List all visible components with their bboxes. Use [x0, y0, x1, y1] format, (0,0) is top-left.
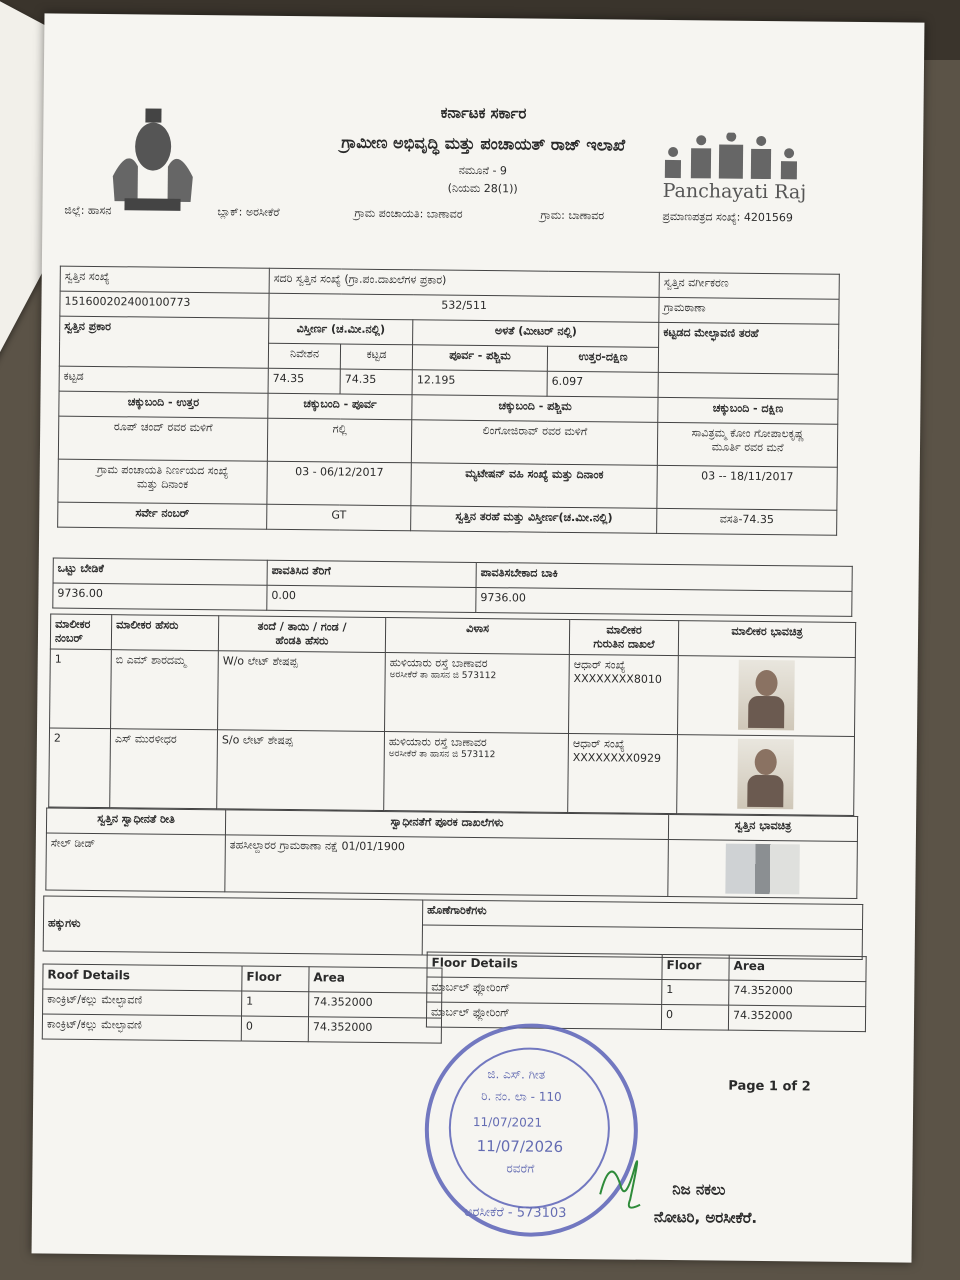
notary-label: ನೋಟರಿ, ಅರಸೀಕೆರೆ.	[653, 1207, 758, 1227]
floor-details-title: Floor Details	[427, 952, 662, 979]
sadari-value: 532/511	[269, 293, 659, 322]
ownership-mode-label: ಸ್ವತ್ತಿನ ಸ್ವಾಧೀನತೆ ರೀತಿ	[46, 808, 225, 835]
owner-address	[385, 653, 570, 734]
owner-no-header-line-2: ನಂಬರ್	[54, 631, 83, 645]
north-south-label: ಉತ್ತರ-ದಕ್ಷಿಣ	[547, 346, 658, 372]
paid-tax-label: ಪಾವತಿಸಿದ ತೆರಿಗೆ	[267, 560, 476, 587]
owner-photo-image	[737, 739, 794, 810]
floor-floor: 1	[662, 979, 729, 1005]
stamp-line-2: ರಿ. ನಂ. ಲಾ - 110	[481, 1089, 562, 1104]
owner-relation: W/o ಲೇಟ್ ಶೇಷಪ್ಪ	[218, 651, 386, 732]
west-boundary-label: ಚಕ್ಕುಬಂದಿ - ಪಶ್ಚಿಮ	[412, 395, 658, 423]
north-boundary-value: ರೂಪ್ ಚಂದ್ ರವರ ಮಳಿಗೆ	[58, 416, 267, 461]
form-number: ನಮೂನೆ - 9	[458, 163, 508, 178]
dimensions-label: ಅಳತೆ (ಮೀಟರ್ ನಲ್ಲಿ)	[413, 320, 659, 348]
south-boundary-label: ಚಕ್ಕುಬಂದಿ - ದಕ್ಷಿಣ	[658, 397, 838, 424]
signature-icon	[590, 1144, 651, 1219]
table-row	[426, 1002, 865, 1032]
roof-floor-header: Floor	[242, 966, 309, 992]
east-boundary-label: ಚಕ್ಕುಬಂದಿ - ಪೂರ್ವ	[268, 393, 412, 420]
roof-floor: 1	[242, 991, 309, 1017]
total-demand-label: ಒಟ್ಟು ಬೇಡಿಕೆ	[53, 558, 267, 585]
roof-area-header: Area	[309, 967, 442, 993]
tax-table	[52, 558, 852, 617]
stamp-line-6: ಅರಸೀಕೆರೆ - 573103	[463, 1204, 567, 1221]
rights-table	[43, 895, 864, 960]
floor-type: ಮಾರ್ಬಲ್ ಫ್ಲೋರಿಂಗ್	[427, 977, 662, 1004]
floor-type: ಮಾರ್ಬಲ್ ಫ್ಲೋರಿಂಗ್	[426, 1002, 661, 1029]
owner-address	[384, 732, 569, 813]
east-boundary-value: ಗಲ್ಲಿ	[267, 418, 412, 463]
ownership-docs-value: ತಹಸೀಲ್ದಾರರ ಗ್ರಾಮಠಾಣಾ ನಕ್ಷೆ 01/01/1900	[225, 835, 669, 897]
building-value: 74.35	[340, 369, 412, 395]
stamp-line-4: 11/07/2026	[476, 1137, 564, 1156]
property-photo	[668, 840, 858, 899]
true-copy-label: ನಿಜ ನಕಲು	[672, 1180, 726, 1199]
owner-no-header-line-1: ಮಾಲೀಕರ	[55, 617, 91, 631]
floor-details-table	[426, 951, 867, 1032]
north-south-value: 6.097	[547, 371, 658, 397]
panchayati-raj-logo-icon	[661, 132, 802, 183]
stamp-line-1: ಜಿ. ಎಸ್. ಗೀತ	[487, 1067, 546, 1082]
property-id-value: 151600202400100773	[60, 291, 269, 318]
rule-reference: (ನಿಯಮ 28(1))	[447, 181, 518, 196]
balance-due-label: ಪಾವತಿಸಬೇಕಾದ ಬಾಕಿ	[476, 562, 852, 591]
gp-decision-label-line-2: ಮತ್ತು ದಿನಾಂಕ	[136, 477, 189, 491]
table-row	[49, 728, 855, 815]
roof-details-table	[42, 963, 443, 1043]
mutation-value: 03 -- 18/11/2017	[657, 465, 837, 510]
page-number: Page 1 of 2	[728, 1078, 811, 1095]
property-photo-label: ಸ್ವತ್ತಿನ ಭಾವಚಿತ್ರ	[668, 815, 857, 842]
owner-id-header-line-1: ಮಾಲೀಕರ	[606, 623, 642, 637]
south-boundary-line-2: ಮೂರ್ತಿ ರವರ ಮನೆ	[711, 440, 784, 455]
floor-area: 74.352000	[728, 1005, 865, 1031]
owner-id-header	[569, 619, 678, 655]
government-title: ಕರ್ನಾಟಕ ಸರ್ಕಾರ	[440, 103, 527, 123]
owner-address-line-1: ಹುಳಿಯಾರು ರಸ್ತೆ ಬಾಣಾವರ	[389, 656, 488, 671]
floor-floor-header: Floor	[662, 954, 729, 980]
table-row	[50, 649, 856, 736]
owner-id-value: XXXXXXXX0929	[572, 750, 662, 765]
ownership-mode-value: ಸೇಲ್ ಡೀಡ್	[46, 833, 226, 892]
survey-label: ಸರ್ವೇ ನಂಬರ್	[58, 502, 267, 529]
south-boundary-value	[658, 422, 838, 467]
owner-id-header-line-2: ಗುರುತಿನ ದಾಖಲೆ	[593, 637, 655, 651]
roof-type: ಕಾಂಕ್ರಿಟ್/ಕಲ್ಲು ಮೇಲ್ಛಾವಣಿ	[43, 989, 242, 1016]
roof-type: ಕಾಂಕ್ರಿಟ್/ಕಲ್ಲು ಮೇಲ್ಛಾವಣಿ	[42, 1014, 241, 1041]
address-header: ವಿಳಾಸ	[385, 618, 569, 655]
west-boundary-value: ಲಿಂಗೋಜಿರಾವ್ ರವರ ಮಳಿಗೆ	[412, 420, 658, 466]
roof-area: 74.352000	[308, 1017, 441, 1043]
classification-value: ಗ್ರಾಮಠಾಣಾ	[659, 297, 839, 324]
owner-name-header: ಮಾಲೀಕರ ಹೆಸರು	[111, 615, 218, 651]
sadari-label: ಸದರಿ ಸ್ವತ್ತಿನ ಸಂಖ್ಯೆ (ಗ್ರಾ.ಪಂ.ದಾಖಲೆಗಳ ಪ್ರಕಾರ)	[269, 268, 659, 297]
certificate-number: ಪ್ರಮಾಣಪತ್ರದ ಸಂಖ್ಯೆ: 4201569	[662, 209, 793, 225]
owner-address-line-2: ಅರಸೀಕೆರೆ ತಾ ಹಾಸನ ಜಿ 573112	[389, 670, 497, 682]
table-row	[42, 1014, 441, 1043]
roof-details-title: Roof Details	[43, 964, 242, 991]
site-label: ನಿವೇಶನ	[268, 343, 340, 369]
owner-no: 2	[49, 728, 111, 808]
owner-id-type: ಆಧಾರ್ ಸಂಖ್ಯೆ	[573, 658, 626, 672]
owners-table	[48, 614, 856, 816]
stamp-line-3: 11/07/2021	[472, 1114, 543, 1130]
gp-decision-label-line-1: ಗ್ರಾಮ ಪಂಚಾಯತಿ ನಿರ್ಣಯದ ಸಂಖ್ಯೆ	[96, 463, 229, 478]
floor-area-header: Area	[729, 955, 866, 981]
nature-value: ವಸತಿ-74.35	[657, 508, 837, 535]
owner-photo	[677, 656, 855, 737]
owner-id	[568, 733, 678, 813]
roof-type-label: ಕಟ್ಟಡದ ಮೇಲ್ಛಾವಣಿ ತರಹೆ	[659, 322, 839, 374]
owner-address-line-1: ಹುಳಿಯಾರು ರಸ್ತೆ ಬಾಣಾವರ	[388, 735, 487, 750]
ownership-table	[45, 807, 858, 898]
property-photo-image	[725, 844, 800, 895]
owner-no-header	[50, 614, 111, 650]
area-label: ವಿಸ್ತೀರ್ಣ (ಚ.ಮೀ.ನಲ್ಲಿ)	[269, 318, 413, 345]
relation-header-line-2: ಹೆಂಡತಿ ಹೆಸರು	[275, 633, 329, 648]
mutation-label: ಮ್ಯಟೇಷನ್ ವಹಿ ಸಂಖ್ಯೆ ಮತ್ತು ದಿನಾಂಕ	[411, 463, 657, 509]
total-demand-value: 9736.00	[53, 583, 267, 610]
north-boundary-label: ಚಕ್ಕುಬಂದಿ - ಉತ್ತರ	[59, 391, 268, 418]
east-west-label: ಪೂರ್ವ - ಪಶ್ಚಿಮ	[412, 345, 547, 371]
property-type-label: ಸ್ವತ್ತಿನ ಪ್ರಕಾರ	[59, 316, 269, 368]
classification-label: ಸ್ವತ್ತಿನ ವರ್ಗೀಕರಣ	[659, 272, 839, 299]
owner-name: ಬಿ ಎಮ್ ಶಾರದಮ್ಮ	[111, 650, 219, 730]
block-label: ಬ್ಲಾಕ್: ಅರಸೀಕೆರೆ	[217, 205, 280, 219]
roof-floor: 0	[241, 1016, 308, 1042]
gp-decision-value: 03 - 06/12/2017	[267, 461, 412, 506]
document-page	[32, 13, 925, 1262]
east-west-value: 12.195	[412, 370, 547, 396]
ownership-docs-label: ಸ್ವಾಧೀನತೆಗೆ ಪೂರಕ ದಾಖಲೆಗಳು	[225, 810, 668, 840]
survey-value: GT	[267, 504, 411, 531]
district-label: ಜಿಲ್ಲೆ: ಹಾಸನ	[64, 203, 112, 218]
owner-photo-header: ಮಾಲೀಕರ ಭಾವಚಿತ್ರ	[678, 621, 855, 658]
owner-relation: S/o ಲೇಟ್ ಶೇಷಪ್ಪ	[217, 730, 385, 811]
owner-id-type: ಆಧಾರ್ ಸಂಖ್ಯೆ	[572, 736, 625, 751]
site-value: 74.35	[268, 368, 340, 394]
stamp-line-5: ರವರೆಗೆ	[506, 1161, 535, 1176]
roof-area: 74.352000	[309, 992, 442, 1018]
panchayati-raj-brand: Panchayati Raj	[662, 179, 807, 204]
building-label: ಕಟ್ಟಡ	[340, 344, 412, 370]
floor-floor: 0	[661, 1004, 728, 1030]
village-label: ಗ್ರಾಮ: ಬಾಣಾವರ	[540, 208, 605, 223]
owner-no: 1	[50, 649, 112, 729]
owner-address-line-2: ಅರಸೀಕೆರೆ ತಾ ಹಾಸನ ಜಿ 573112	[388, 749, 496, 761]
rights-label: ಹಕ್ಕುಗಳು	[43, 896, 423, 955]
owner-id	[569, 654, 679, 734]
owner-id-value: XXXXXXXX8010	[573, 672, 662, 686]
property-id-label: ಸ್ವತ್ತಿನ ಸಂಖ್ಯೆ	[60, 266, 269, 293]
relation-header	[218, 616, 385, 653]
south-boundary-line-1: ಸಾವಿತ್ರಮ್ಮ ಕೋಂ ಗೋಪಾಲಕೃಷ್ಣ	[691, 426, 805, 441]
relation-header-line-1: ತಂದೆ / ತಾಯಿ / ಗಂಡ /	[257, 619, 347, 634]
property-details-table	[57, 266, 840, 536]
gp-decision-label	[58, 459, 267, 504]
department-title: ಗ್ರಾಮೀಣ ಅಭಿವೃದ್ಧಿ ಮತ್ತು ಪಂಚಾಯತ್ ರಾಜ್ ಇಲಾಖೆ	[341, 132, 626, 155]
property-type-value: ಕಟ್ಟಡ	[59, 366, 268, 393]
owner-photo	[677, 735, 855, 816]
gram-panchayat-label: ಗ್ರಾಮ ಪಂಚಾಯತಿ: ಬಾಣಾವರ	[354, 206, 463, 221]
floor-area: 74.352000	[729, 980, 866, 1006]
paid-tax-value: 0.00	[267, 585, 476, 612]
owner-name: ಎಸ್ ಮುರಳೀಧರ	[110, 729, 218, 809]
nature-label: ಸ್ವತ್ತಿನ ತರಹೆ ಮತ್ತು ವಿಸ್ತೀರ್ಣ(ಚ.ಮೀ.ನಲ್ಲಿ)	[411, 506, 657, 534]
owner-photo-image	[738, 660, 795, 731]
balance-due-value: 9736.00	[476, 587, 852, 616]
liabilities-label: ಹೊಣೆಗಾರಿಕೆಗಳು	[422, 900, 862, 930]
